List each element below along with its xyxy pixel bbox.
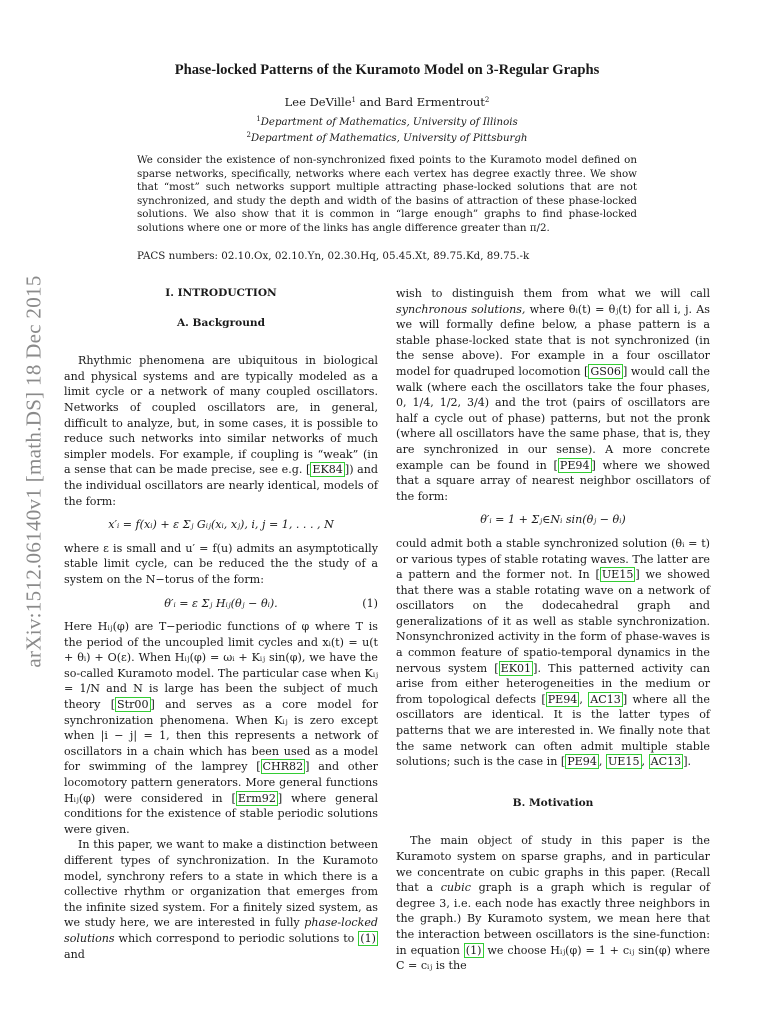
citation-link-ue15[interactable]: UE15: [601, 568, 634, 582]
citation-link-ue15-b[interactable]: UE15: [607, 755, 640, 769]
paper-header: [100, 62, 674, 145]
affiliation-1: $^1$Department of Mathematics, University of Illinois: [256, 115, 518, 128]
paragraph-intro-1: Rhythmic phenomena are ubiquitous in biological and physical systems and are typically modeled as a limit cycle or a network of many coupled oscillators. Networks of coupled oscillators are, in general, difficult to analyze, but, in some cases, it is possible to reduce such networks into similar networks of much simpler models. For example, if coupling is “weak” (in a sense that can be made precise, see e.g. [ EK84 ]) and the individual oscillators are nearly identical, models of the form:: [64, 354, 379, 508]
equation-1-number: (1): [362, 596, 378, 610]
pacs-numbers: PACS numbers: 02.10.Ox, 02.10.Yn, 02.30.Hq, 05.45.Xt, 89.75.Kd, 89.75.-k: [137, 250, 530, 262]
citation-link-str00[interactable]: Str00: [117, 698, 149, 712]
citation-link-ac13[interactable]: AC13: [590, 692, 621, 706]
paragraph-intro-2: where ε is small and u′ = f(u) admits an asymptotically stable limit cycle, can be reduced the the study of a system on the N−torus of the form:: [64, 541, 378, 586]
author-2-sup: 2: [484, 96, 490, 104]
citation-link-chr82[interactable]: CHR82: [262, 760, 304, 774]
citation-link-ek84[interactable]: EK84: [312, 463, 343, 477]
paragraph-right-2: could admit both a stable synchronized solution (θᵢ = t) or various types of stable rotating waves. The latter are a pattern and the former not. In [ UE15 ] we showed that there was a stable rotating wave on a network of oscillators on the dodecahedral graph and generalizations of it as well as stable synchronization. Nonsynchronized activity in the form of phase-waves is a common feature of spatio-temporal dynamics in the nervous system [ EK01 ]. This patterned activity can arise from either heterogeneities in the medium or from topological defects [ PE94 , AC13 ] where all the oscillators are identical. It is the latter types of patterns that we are interested in. We finally note that the same network can often admit multiple stable solutions; such is the case in [ PE94 , UE15 , AC13 ].: [396, 536, 710, 769]
paragraph-right-3: The main object of study in this paper is the Kuramoto system on sparse graphs, and in particular we concentrate on cubic graphs in this paper. (Recall that a cubic graph is a graph which is regular of degree 3, i.e. each node has exactly three neighbors in the graph.) By Kuramoto system, we mean here that the interaction between oscillators is the sine-function: in equation (1) we choose Hᵢⱼ(φ) = 1 + cᵢⱼ sin(φ) where C = cᵢⱼ is the: [396, 834, 711, 973]
paragraph-intro-4: In this paper, we want to make a distinction between different types of synchronization. In the Kuramoto model, synchrony refers to a state in which there is a collective rhythm or organization that emerges from the infinite sized system. For a finitely sized system, as we study here, we are interested in fully phase-locked solutions which correspond to periodic solutions to (1) and: [64, 838, 378, 961]
right-column: [396, 286, 710, 974]
left-column: [64, 286, 378, 962]
citation-link-pe94-c[interactable]: PE94: [567, 755, 597, 769]
paper-title: Phase-locked Patterns of the Kuramoto Model on 3-Regular Graphs: [174, 62, 600, 78]
subsection-heading-background: A. Background: [176, 316, 266, 329]
author-line: [100, 95, 674, 109]
arxiv-side-stamp: [14, 256, 54, 686]
citation-link-gs06[interactable]: GS06: [590, 364, 621, 378]
citation-link-pe94-b[interactable]: PE94: [547, 692, 578, 706]
author-1-sup: 1: [351, 96, 357, 104]
equation-1: [64, 588, 378, 620]
citation-link-ac13-b[interactable]: AC13: [650, 755, 682, 769]
subsection-heading-motivation: B. Motivation: [512, 796, 594, 809]
author-1: Lee DeVille: [284, 95, 352, 109]
arxiv-identifier: arXiv:1512.06140v1 [math.DS] 18 Dec 2015: [21, 274, 46, 668]
equation-1-body: θ′ᵢ = ε Σⱼ Hᵢⱼ(θⱼ − θᵢ).: [164, 596, 278, 610]
equation-square-array: θ′ᵢ = 1 + Σⱼ∈Nᵢ sin(θⱼ − θᵢ): [480, 513, 626, 527]
author-2: Bard Ermentrout: [384, 95, 485, 109]
author-and: and: [359, 95, 382, 109]
equation-ref-link-1-b[interactable]: (1): [465, 943, 482, 957]
affiliation-2: $^2$Department of Mathematics, University of Pittsburgh: [246, 131, 528, 144]
equation-general-oscillators: x′ᵢ = f(xᵢ) + ε Σⱼ Gᵢⱼ(xᵢ, xⱼ), i, j = 1, . . . , N: [108, 518, 334, 532]
paragraph-intro-3: Here Hᵢⱼ(φ) are T−periodic functions of φ where T is the period of the uncoupled limit cycles and xᵢ(t) = u(t + θᵢ) + O(ε). When Hᵢⱼ(φ) = ωᵢ + Kᵢⱼ sin(φ), we have the so-called Kuramoto model. The particular case when Kᵢⱼ = 1/N and N is large has been the subject of much theory [ Str00 ] and serves as a core model for synchronization phenomena. When Kᵢⱼ is zero except when |i − j| = 1, then this represents a network of oscillators in a chain which has been used as a model for swimming of the lamprey [ CHR82 ] and other locomotory pattern generators. More general functions Hᵢⱼ(φ) were considered in [ Erm92 ] where general conditions for the existence of stable periodic solutions were given.: [64, 620, 378, 836]
paragraph-right-1: wish to distinguish them from what we will call synchronous solutions, where θᵢ(t) = θⱼ(t) for all i, j. As we will formally define below, a phase pattern is a stable phase-locked state that is not synchronized (in the sense above). For example in a four oscillator model for quadruped locomotion [ GS06 ] would call the walk (where each the oscillators take the four phases, 0, 1/4, 1/2, 3/4) and the trot (pairs of oscillators are half a cycle out of phase) patterns, but not the pronk (where all oscillators have the same phase, that is, they are synchronized in our sense). A more concrete example can be found in [ PE94 ] where we showed that a square array of nearest neighbor oscillators of the form:: [396, 287, 710, 503]
citation-link-ek01[interactable]: EK01: [500, 661, 532, 675]
equation-ref-link-1[interactable]: (1): [360, 931, 376, 945]
citation-link-pe94[interactable]: PE94: [559, 458, 590, 472]
abstract: We consider the existence of non-synchronized fixed points to the Kuramoto model defined on sparse networks, specifically, networks where each vertex has degree exactly three. We show that “most” such networks support multiple attracting phase-locked solutions that are not synchronized, and study the depth and width of the basins of attraction of these phase-locked solutions. We also show that it is common in “large enough” graphs to find phase-locked solutions where one or more of the links has angle difference greater than π/2.: [137, 154, 637, 234]
section-heading-introduction: I. INTRODUCTION: [165, 287, 277, 299]
citation-link-erm92[interactable]: Erm92: [237, 791, 276, 805]
